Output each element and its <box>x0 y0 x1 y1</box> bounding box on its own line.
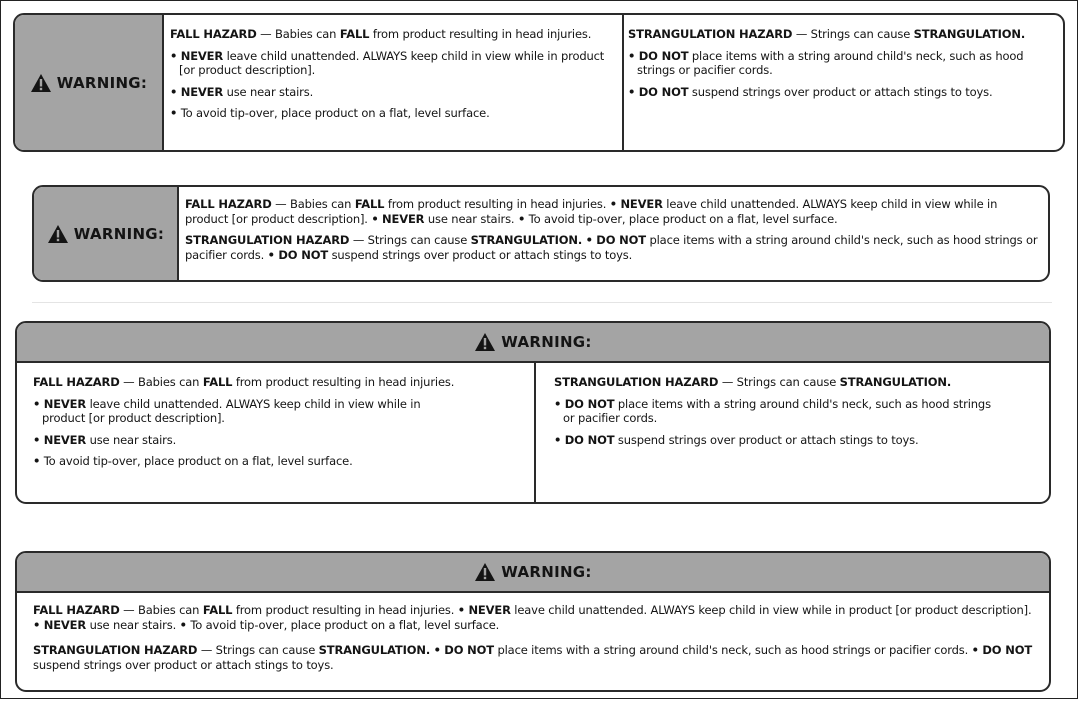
column-divider <box>622 15 624 150</box>
fall-hazard-column <box>33 375 523 502</box>
strangulation-hazard-column <box>554 375 1004 502</box>
strang-item-suspend: • DO NOT suspend strings over product or attach stings to toys. <box>628 84 993 99</box>
signal-word: WARNING: <box>56 73 148 92</box>
warning-triangle-icon <box>474 562 496 582</box>
warning-label-side-paragraph <box>32 185 1050 282</box>
fall-item-stairs: • NEVER use near stairs. <box>33 432 177 447</box>
warning-triangle-icon <box>30 73 52 93</box>
signal-panel <box>17 553 1049 593</box>
warning-triangle-icon <box>474 332 496 352</box>
strangulation-hazard-heading: STRANGULATION HAZARD — Strings can cause STRANGULATION. <box>628 27 1026 41</box>
hazard-paragraphs <box>33 603 1035 690</box>
fall-hazard-paragraph: FALL HAZARD — Babies can FALL from product resulting in head injuries. • NEVER leave child unattended. ALWAYS keep child in view while in product [or product description]. • NEVER use near stairs. • To avoid tip-over, place product on a flat, level surface. <box>33 603 1032 632</box>
signal-word: WARNING: <box>73 224 165 243</box>
fall-hazard-paragraph: FALL HAZARD — Babies can FALL from product resulting in head injuries. • NEVER leave child unattended. ALWAYS keep child in view while in product [or product description]. • NEVER use near stairs. • To avoid tip-over, place product on a flat, level surface. <box>185 197 998 226</box>
fall-item-tipover: • To avoid tip-over, place product on a flat, level surface. <box>33 454 353 468</box>
strang-item-neck: • DO NOT place items with a string around child's neck, such as hood strings or pacifier cords. <box>628 48 1024 77</box>
warning-triangle-icon <box>47 224 69 244</box>
strangulation-hazard-heading: STRANGULATION HAZARD — Strings can cause STRANGULATION. <box>554 375 952 389</box>
strangulation-hazard-paragraph: STRANGULATION HAZARD — Strings can cause STRANGULATION. • DO NOT place items with a string around child's neck, such as hood strings or pacifier cords. • DO NOT suspend strings over product or attach stings to toys. <box>185 233 1038 262</box>
column-divider <box>534 363 536 502</box>
fall-item-unattended: • NEVER leave child unattended. ALWAYS keep child in view while in product [or product description]. <box>170 48 605 77</box>
strangulation-hazard-paragraph: STRANGULATION HAZARD — Strings can cause STRANGULATION. • DO NOT place items with a string around child's neck, such as hood strings or pacifier cords. • DO NOT suspend strings over product or attach stings to toys. <box>33 643 1033 672</box>
fall-item-tipover: • To avoid tip-over, place product on a flat, level surface. <box>170 106 490 120</box>
signal-panel <box>17 323 1049 363</box>
signal-panel <box>15 15 164 150</box>
warning-label-top-two-column <box>15 321 1051 504</box>
strangulation-hazard-column <box>628 15 1058 150</box>
separator-line <box>32 302 1052 303</box>
fall-hazard-heading: FALL HAZARD — Babies can FALL from product resulting in head injuries. <box>33 375 455 389</box>
strang-item-neck: • DO NOT place items with a string around child's neck, such as hood strings or pacifier cords. <box>554 396 991 425</box>
warning-label-top-paragraph <box>15 551 1051 692</box>
fall-item-unattended: • NEVER leave child unattended. ALWAYS keep child in view while in product [or product description]. <box>33 396 421 425</box>
fall-item-stairs: • NEVER use near stairs. <box>170 84 314 99</box>
signal-panel <box>34 187 179 280</box>
hazard-paragraphs <box>185 187 1040 280</box>
warning-label-side-two-column <box>13 13 1065 152</box>
strang-item-suspend: • DO NOT suspend strings over product or attach stings to toys. <box>554 432 919 447</box>
signal-word: WARNING: <box>501 563 592 581</box>
fall-hazard-heading: FALL HAZARD — Babies can FALL from product resulting in head injuries. <box>170 27 592 41</box>
signal-word: WARNING: <box>501 333 592 351</box>
fall-hazard-column <box>170 15 622 150</box>
